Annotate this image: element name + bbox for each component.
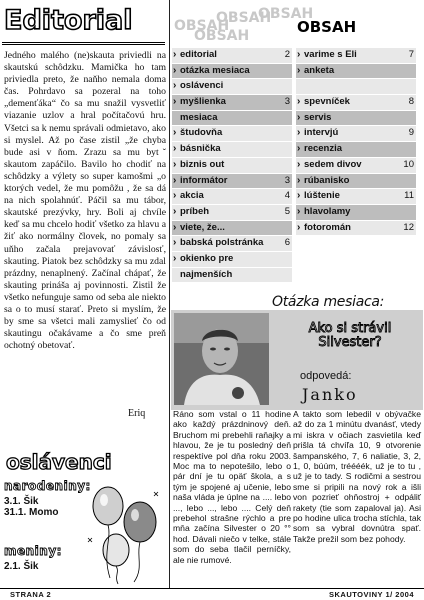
otazka-title: Otázka mesiaca: <box>272 294 385 310</box>
toc-item-label: akcia <box>180 190 204 202</box>
obsah-header <box>172 6 422 46</box>
meniny-heading: meniny: <box>4 544 62 558</box>
editorial-text: Jedného malého (ne)skauta priviedli na skautskú schôdzku. Mamička ho tam priviedla preto, že naňho nemala doma čas. Pohrdavo sa pozeral na toho „demenťáka“ čo sa mu snažil vysvetliť viazanie uzlov a hral počítačovú hru. Všetci sa k nemu správali odmietavo, ako si myslel. Až po čase zistil „že chyba bude asi v ňom. Zrazu sa mu bytˇ skautom zapáčilo. Bavilo ho chodiť na schôdzky a výlety so super kamošmi „o ktorých vedel, že mu pomôžu , že sa dá na nich spolahnúť. Páčil sa mu tábor, skautské prezývky, hry. Boli aj chvíle keď sa mu chcelo hodiť všetko za hlavu a žiť ako normálny človek, no pomaly sa uňho začala prejavovať závislosť, skauting. Piatok bez schôdzky sa mu zdal prázdny, nenaplnený. Začínal chápať, že skauting prináša aj povinnosti. Zistil že všetko nefunguje samo od seba ale niekto sa o to musí starať. Preto si myslím, že by sme sa všetci mali zamyslieť čo od skautingu očakávame a čo sme preň ochotný obetovať. <box>4 50 166 352</box>
toc-item-label: otázka mesiaca <box>180 64 250 76</box>
toc-item <box>296 111 416 127</box>
obsah-ghost: OBSAH <box>174 18 230 34</box>
odpoveda-label: odpovedá: <box>300 370 352 382</box>
toc-item <box>172 64 292 80</box>
toc-item <box>172 236 292 252</box>
toc-item-page: 3 <box>284 174 290 186</box>
toc-item-label: príbeh <box>180 205 210 217</box>
toc-item-label: sedem divov <box>304 158 362 170</box>
obsah-ghost: OBSAH <box>216 10 272 26</box>
toc-item <box>296 95 416 111</box>
toc-item-label: najmenších <box>180 268 233 280</box>
toc-item-page: 12 <box>403 221 414 233</box>
editorial-body <box>4 50 166 352</box>
toc-item-label: mesiaca <box>180 111 218 123</box>
balloons-illustration <box>78 478 168 586</box>
toc-item-label: hlavolamy <box>304 205 351 217</box>
toc-item <box>172 111 292 127</box>
answer-column-left: Ráno som vstal o 11 hodine ako každý prázdninový deň. Bruchom mi prebehli raňajky a hlavou, že je tu posledný deň respektíve pol dňa roku 2003. Moc ma to nepotešilo, lebo o pár dní je tu opäť škola, a s tým je spojené aj učenie, lebo naša vláda je úplne na .... lebo ..., lebo ..., lebo .... Celý deň prebehol strašne rýchlo a pre mňa začína Silvester o 20 °° hod. Dávali niečo v telke, stále som do seba tlačil perníčky, ale nie rumové. <box>173 409 291 565</box>
toc-item-label: básnička <box>180 143 221 155</box>
toc-item-page: 8 <box>408 96 414 108</box>
toc-item <box>172 174 292 190</box>
toc-item <box>172 79 292 95</box>
toc-left-list <box>172 48 292 283</box>
toc-item <box>172 48 292 64</box>
editorial-title: Editorial <box>4 5 133 36</box>
toc-item <box>296 48 416 64</box>
editorial-signature: Eriq <box>128 408 146 419</box>
toc-item <box>296 189 416 205</box>
toc-item-page: 6 <box>284 237 290 249</box>
narodeniny-list <box>4 496 58 518</box>
editorial-heading <box>4 2 154 40</box>
portrait-photo <box>174 313 269 405</box>
toc-item-label: biznis out <box>180 158 225 170</box>
toc-item-page: 2 <box>284 49 290 60</box>
toc-item <box>296 158 416 174</box>
toc-item-page: 3 <box>284 96 290 108</box>
footer-page-number: STRANA 2 <box>10 590 52 599</box>
toc-item-label: informátor <box>180 174 228 186</box>
toc-item-label: viete, že... <box>180 221 225 233</box>
editorial-column <box>0 0 170 588</box>
toc-item-page: 4 <box>284 190 290 202</box>
answer-column-right: A takto som lebedil v obývačke až do za 1 minútu dvanásť, vtedy mi iskra v očiach zasvietila keď prišla tá chvíľa 10, 9 otvorenie šampanského, 7, 6 naliatie, 3, 2, 1, 0, búúm, tréééék, už je to tu , už je to tady. S rodičmi a sestrou sme si pripili na nový rok a išli von pozrieť ohňostroj + odpáliť rakety (tie som zapaloval ja). Asi po hodine ulica trocha stíchla, tak som sa vybral dovnútra spať. Takže prežil som bez pohody. <box>293 409 421 544</box>
toc-item-page: 5 <box>284 205 290 217</box>
toc-item <box>172 142 292 158</box>
toc-item-label: spevníček <box>304 96 350 108</box>
toc-item-label: varime s Eli <box>304 49 357 60</box>
toc-item <box>296 64 416 80</box>
narodeniny-heading: narodeniny: <box>4 479 91 493</box>
toc-item-label: editorial <box>180 49 217 60</box>
toc-item-page: 7 <box>408 49 414 60</box>
toc-item <box>172 126 292 142</box>
obsah-title: OBSAH <box>297 18 357 36</box>
respondent-name: Janko <box>302 385 358 404</box>
birthday-entry: 3.1. Šik <box>4 496 39 507</box>
toc-item-label: intervjú <box>304 127 339 139</box>
obsah-ghost: OBSAH <box>194 28 250 44</box>
toc-item <box>172 205 292 221</box>
toc-item <box>172 95 292 111</box>
toc-item <box>172 252 292 268</box>
toc-item <box>296 205 416 221</box>
birthday-entry: 31.1. Momo <box>4 507 59 518</box>
meniny-list <box>4 561 38 572</box>
toc-item <box>172 221 292 237</box>
toc-item <box>296 142 416 158</box>
toc-item <box>172 268 292 284</box>
toc-item-label: anketa <box>304 64 335 76</box>
toc-item-page: 11 <box>404 190 414 202</box>
oslavenci-title: oslávenci <box>6 450 112 474</box>
toc-item-label: babská polstránka <box>180 237 264 249</box>
obsah-ghost: OBSAH <box>258 6 314 22</box>
toc-item <box>296 79 416 95</box>
toc-item-label: recenzia <box>304 143 343 155</box>
question-text: Ako si strávil Silvester? <box>308 321 392 350</box>
toc-item-label: rúbanisko <box>304 174 350 186</box>
toc-item-page: 10 <box>403 158 414 170</box>
editorial-divider <box>2 42 165 45</box>
toc-item <box>296 221 416 237</box>
toc-item-label: okienko pre <box>180 252 234 264</box>
toc-item <box>296 174 416 190</box>
toc-item-label: myšlienka <box>180 96 226 108</box>
toc-item <box>172 158 292 174</box>
toc-item-label: študovňa <box>180 127 223 139</box>
footer-issue: SKAUTOVINY 1/ 2004 <box>328 590 414 599</box>
toc-item-label: lúštenie <box>304 190 340 202</box>
toc-item-label: fotoromán <box>304 221 351 233</box>
toc-item <box>172 189 292 205</box>
toc-item <box>296 126 416 142</box>
toc-right-list <box>296 48 416 236</box>
toc-item-label: servis <box>304 111 332 123</box>
page-footer <box>0 588 424 600</box>
nameday-entry: 2.1. Šik <box>4 561 39 572</box>
toc-item-page: 9 <box>408 127 414 139</box>
toc-item-label: oslávenci <box>180 80 224 92</box>
